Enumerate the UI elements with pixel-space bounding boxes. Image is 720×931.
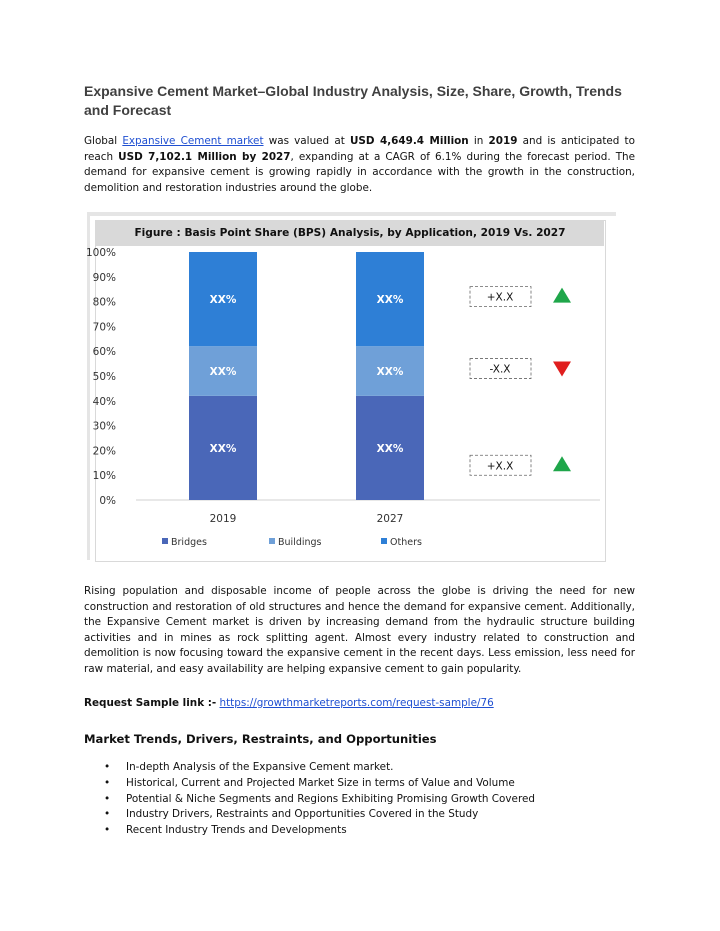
feature-list (84, 760, 535, 839)
list-item-text: In-depth Analysis of the Expansive Cement market. (126, 761, 394, 773)
legend-label: Buildings (278, 537, 322, 548)
data-label: XX% (209, 442, 237, 455)
y-tick-label: 80% (92, 296, 116, 309)
y-tick-label: 90% (92, 271, 116, 284)
data-label: XX% (209, 294, 237, 307)
intro-text-4: and is anticipated to reach (84, 135, 635, 163)
data-label: XX% (376, 366, 404, 379)
body-paragraph: Rising population and disposable income of people across the globe is driving the need for new construction and restoration of old structures and hence the demand for expansive cement. Additionally, the Expansive Cement market is driven by increasing demand from the hydraulic structure building activities and in mines as rock splitting agent. Almost every industry related to construction and demolition is now focusing toward the expansive cement in the recent days. Less emission, less need for raw material, and easy availability are helping expansive cement to gain popularity. (84, 585, 635, 675)
chart-title: Figure : Basis Point Share (BPS) Analysis, by Application, 2019 Vs. 2027 (96, 220, 604, 246)
list-item-text: Industry Drivers, Restraints and Opportunities Covered in the Study (126, 808, 479, 821)
document-title: Expansive Cement Market–Global Industry Analysis, Size, Share, Growth, Trends and Forecast (84, 83, 622, 118)
list-item-text: Historical, Current and Projected Market Size in terms of Value and Volume (126, 776, 515, 789)
change-label: +X.X (486, 460, 514, 473)
y-tick-label: 100% (85, 247, 116, 259)
year-2019: 2019 (488, 135, 518, 147)
legend-swatch (381, 538, 387, 544)
data-label: XX% (209, 366, 237, 379)
list-item (84, 760, 535, 776)
value-2019: USD 4,649.4 Million (349, 135, 469, 147)
list-item (84, 807, 535, 823)
down-triangle-icon (553, 362, 571, 377)
request-sample-line (84, 697, 494, 709)
intro-text-5: , expanding at a CAGR of 6.1% during the forecast period. The demand for expansive cement is growing rapidly in accordance with the growth in the construction, demolition and restoration industries around the globe. (84, 150, 636, 194)
list-item-text: Recent Industry Trends and Developments (126, 824, 347, 837)
change-label: +X.X (486, 291, 514, 304)
y-tick-label: 0% (99, 495, 116, 507)
list-item (84, 823, 535, 839)
x-tick-label: 2019 (209, 513, 237, 525)
legend-label: Bridges (171, 537, 207, 548)
y-tick-label: 50% (92, 371, 116, 383)
section-heading: Market Trends, Drivers, Restraints, and Opportunities (84, 732, 437, 746)
bullet-icon: • (104, 808, 111, 821)
bullet-icon: • (104, 824, 111, 837)
market-link[interactable]: Expansive Cement market (122, 135, 264, 147)
bullet-icon: • (104, 776, 111, 789)
intro-text-1: Global (84, 135, 123, 147)
x-tick-label: 2027 (376, 513, 404, 525)
intro-text-2: was valued at (263, 135, 350, 147)
request-sample-label: Request Sample link :- (84, 697, 217, 709)
legend-swatch (269, 538, 275, 544)
y-tick-label: 60% (92, 346, 116, 359)
y-tick-label: 10% (92, 470, 116, 483)
data-label: XX% (376, 294, 404, 307)
list-item (84, 792, 535, 808)
y-tick-label: 70% (92, 321, 116, 334)
y-tick-label: 40% (92, 395, 116, 408)
data-label: XX% (376, 442, 404, 455)
request-sample-link[interactable]: https://growthmarketreports.com/request-sample/76 (219, 697, 494, 709)
change-label: -X.X (489, 363, 511, 376)
legend-label: Others (390, 537, 422, 548)
bullet-icon: • (104, 761, 111, 773)
list-item-text: Potential & Niche Segments and Regions Exhibiting Promising Growth Covered (126, 792, 535, 805)
up-triangle-icon (553, 456, 571, 471)
legend-swatch (162, 538, 168, 544)
value-2027: USD 7,102.1 Million by 2027 (118, 150, 291, 163)
intro-text-3: in (468, 135, 489, 147)
y-tick-label: 20% (92, 445, 116, 458)
y-tick-label: 30% (92, 420, 116, 433)
bullet-icon: • (104, 792, 111, 805)
up-triangle-icon (553, 288, 571, 303)
list-item (84, 776, 535, 792)
